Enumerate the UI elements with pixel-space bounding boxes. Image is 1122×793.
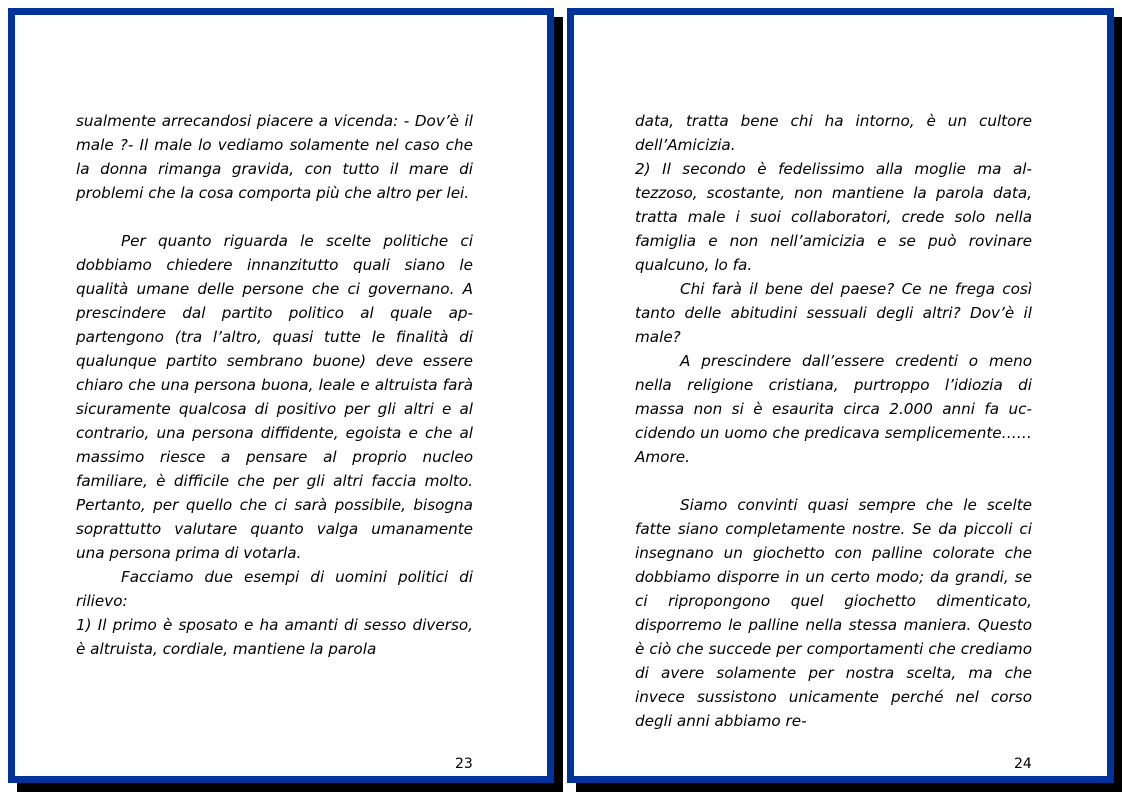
paragraph: Facciamo due esempi di uomini politici di rilievo:	[76, 568, 473, 610]
page-number: 23	[455, 756, 473, 772]
left-page-text	[76, 109, 473, 661]
paragraph: 2) Il secondo è fedelissimo alla moglie ma altezzoso, scostante, non mantiene la parola data, tratta male i suoi collaboratori, crede solo nella famiglia e non nell’amicizia e se può rovinare qualcuno, lo fa.	[635, 160, 1032, 274]
page-number: 24	[1014, 756, 1032, 772]
paragraph: data, tratta bene chi ha intorno, è un cultore dell’Amicizia.	[635, 112, 1032, 154]
left-page	[8, 8, 554, 783]
right-page-text	[635, 109, 1032, 733]
right-page	[567, 8, 1114, 783]
paragraph: Per quanto riguarda le scelte politiche ci dobbiamo chiedere innanzitutto quali siano le qualità umane delle persone che ci governano. A prescindere dal partito politico al quale appartengono (tra l’altro, quasi tutte le finalità di qualunque partito sembrano buone) deve essere chiaro che una persona buona, leale e altruista farà sicuramente qualcosa di positivo per gli altri e al contrario, una persona diffidente, egoista e che al massimo riesce a pensare al proprio nucleo familiare, è difficile che per gli altri faccia molto. Pertanto, per quello che ci sarà possibile, bisogna soprattutto valutare quanto valga umanamente una persona prima di votarla.	[76, 232, 473, 562]
paragraph: A prescindere dall’essere credenti o meno nella religione cristiana, purtroppo l’idiozia di massa non si è esaurita circa 2.000 anni fa uccidendo un uomo che predicava semplicemente……Amore.	[635, 352, 1032, 466]
paragraph: Siamo convinti quasi sempre che le scelte fatte siano completamente nostre. Se da piccoli ci insegnano un giochetto con palline colorate che dobbiamo disporre in un certo modo; da grandi, se ci ripropongono quel giochetto dimenticato, disporremo le palline nella stessa maniera. Questo è ciò che succede per comportamenti che crediamo di avere solamente per nostra scelta, ma che invece sussistono unicamente perché nel corso degli anni abbiamo re-	[635, 496, 1032, 730]
paragraph: Chi farà il bene del paese? Ce ne frega così tanto delle abitudini sessuali degli altri? Dov’è il male?	[635, 280, 1032, 346]
paragraph: 1) Il primo è sposato e ha amanti di sesso diverso, è altruista, cordiale, mantiene la parola	[76, 616, 473, 658]
paragraph: sualmente arrecandosi piacere a vicenda: - Dov’è il male ?- Il male lo vediamo solamente nel caso che la donna rimanga gravida, con tutto il mare di problemi che la cosa comporta più che altro per lei.	[76, 112, 473, 202]
